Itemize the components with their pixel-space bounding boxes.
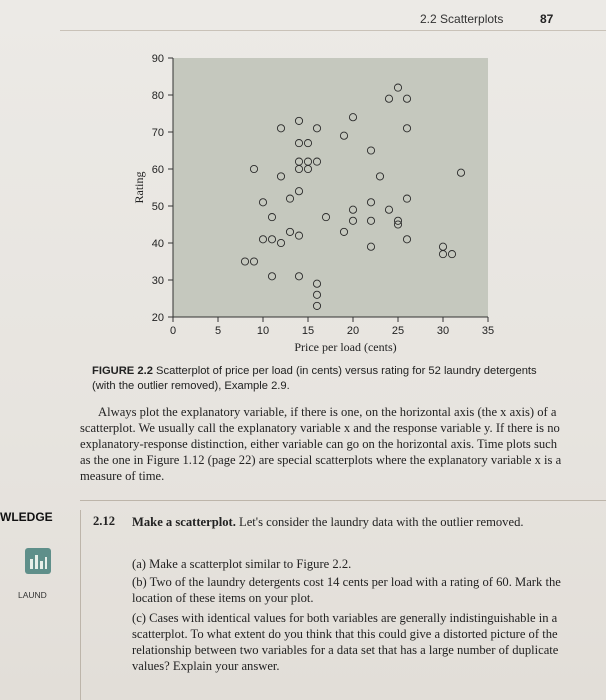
body-paragraph: Always plot the explanatory variable, if there is one, on the horizontal axis (the x axis) of a scatterplot. We usually call the explanatory variable x and the response variable y. If there is no explanatory-response distinction, either variable can go on the horizontal axis. Time plots such as the one in Figure 1.12 (page 22) are special scatterplots where the explanatory variable x is a measure of time. — [80, 405, 562, 483]
scatterplot-figure — [0, 40, 606, 360]
y-tick-label: 70 — [151, 127, 164, 139]
exercise-title: Make a scatterplot. — [132, 515, 236, 529]
section-divider — [80, 500, 606, 501]
x-tick-label: 15 — [301, 325, 315, 337]
exercise-number: 2.12 — [93, 514, 116, 528]
x-tick-label: 10 — [256, 325, 270, 337]
y-tick-label: 60 — [151, 164, 164, 176]
figure-caption — [92, 364, 562, 394]
sidebar-rule — [80, 510, 81, 700]
x-tick-label: 5 — [214, 325, 222, 337]
y-tick-label: 40 — [151, 238, 164, 250]
y-tick-label: 30 — [151, 275, 164, 287]
page-number: 87 — [540, 12, 554, 26]
x-axis-label: Price per load (cents) — [294, 340, 397, 354]
y-tick-label: 20 — [151, 312, 164, 324]
exercise-item-a: (a) Make a scatterplot similar to Figure 2.2. — [132, 557, 352, 571]
x-tick-label: 20 — [346, 325, 360, 337]
bar-chart-icon — [25, 548, 51, 574]
x-tick-label: 35 — [481, 325, 495, 337]
y-tick-label: 90 — [151, 53, 164, 65]
dataset-label: LAUND — [18, 590, 47, 600]
exercise-item-c: (c) Cases with identical values for both variables are generally indistinguishable in a scatterplot. To what extent do you think that this could give a distorted picture of the relationship between two variables for a data set that has a large number of duplicate values? Explain your answer. — [132, 611, 559, 673]
figure-label: FIGURE 2.2 — [92, 365, 153, 377]
plot-area — [173, 58, 488, 317]
running-head: 2.2 Scatterplots — [420, 12, 504, 26]
sidebar-title: WLEDGE — [0, 510, 53, 524]
x-tick-label: 30 — [436, 325, 450, 337]
y-tick-label: 80 — [151, 90, 164, 102]
x-tick-label: 0 — [169, 325, 177, 337]
exercise-item-b: (b) Two of the laundry detergents cost 14 cents per load with a rating of 60. Mark the location of these items on your plot. — [132, 575, 561, 605]
x-tick-label: 25 — [391, 325, 405, 337]
y-axis-label: Rating — [132, 171, 146, 204]
caption-text: Scatterplot of price per load (in cents) versus rating for 52 laundry detergents (with the outlier removed), Example 2.9. — [92, 365, 537, 392]
exercise-intro: Let's consider the laundry data with the outlier removed. — [235, 515, 524, 529]
y-tick-label: 50 — [151, 201, 164, 213]
exercise-statement — [132, 514, 564, 530]
header-rule — [60, 30, 606, 31]
